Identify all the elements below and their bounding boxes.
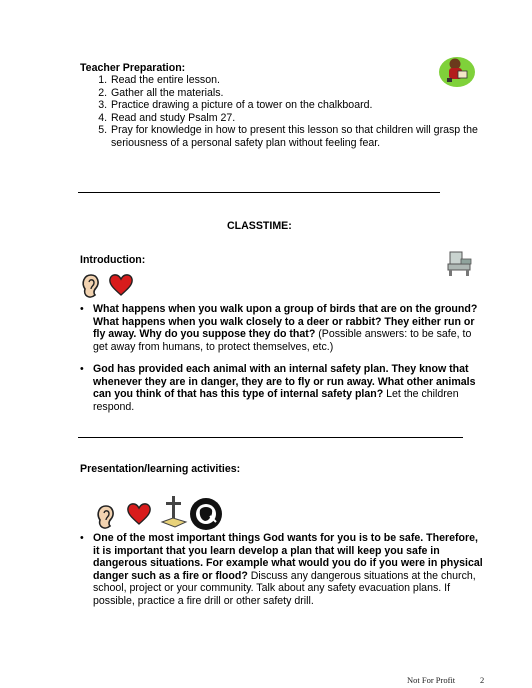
- list-item: 3. Practice drawing a picture of a tower on the chalkboard.: [110, 99, 490, 112]
- presentation-bullet-text: [93, 532, 483, 608]
- footer-label: Not For Profit: [407, 675, 456, 685]
- intro-bullet-text: [93, 303, 483, 353]
- bold-text: God has provided each animal with an internal safety plan. They know that whenever they are in danger, they are to fly or run away. What other animals can you think of that has this type of internal safety plan?: [93, 363, 476, 401]
- teacher-prep-list: [80, 74, 490, 150]
- list-item: [80, 363, 480, 413]
- praying-head-icon: [188, 496, 224, 532]
- list-item: 4. Read and study Psalm 27.: [110, 112, 490, 125]
- teacher-prep-heading: Teacher Preparation:: [80, 62, 186, 74]
- divider: [78, 437, 463, 438]
- list-item: 2. Gather all the materials.: [110, 87, 490, 100]
- heart-icon: [126, 502, 152, 526]
- list-item: [80, 532, 483, 612]
- introduction-heading: Introduction:: [80, 254, 146, 266]
- bold-text: One of the most important things God wants for you is to be safe. Therefore, it is important that you learn develop a plan that will keep you safe in dangerous situations. For example what would you do if you were in physical danger such as a fire or flood?: [93, 532, 483, 582]
- classtime-heading: CLASSTIME:: [227, 220, 292, 232]
- ear-icon: [79, 273, 101, 301]
- page-number: 2: [480, 675, 485, 685]
- normal-text: Let the children respond.: [93, 388, 459, 413]
- teacher-reading-icon: [438, 54, 476, 88]
- divider: [78, 192, 440, 193]
- bullet-glyph: •: [80, 363, 84, 375]
- bullet-glyph: •: [80, 532, 84, 544]
- normal-text: (Possible answers: to be safe, to get away from humans, to protect themselves, etc.): [93, 328, 472, 353]
- presentation-heading: Presentation/learning activities:: [80, 463, 241, 475]
- cross-bible-icon: [160, 494, 188, 530]
- list-item: [80, 303, 480, 363]
- bullet-glyph: •: [80, 303, 84, 315]
- ear-icon: [94, 504, 116, 532]
- list-item: 5. Pray for knowledge in how to present this lesson so that children will grasp the seriousness of a personal safety plan without feeling fear.: [110, 124, 490, 149]
- chair-icon: [444, 249, 476, 277]
- list-item: 1. Read the entire lesson.: [110, 74, 490, 87]
- heart-icon: [108, 273, 134, 297]
- normal-text: Discuss any dangerous situations at the church, school, project or your community. Talk about any safety evacuation plans. If possible, practice a fire drill or other safety drill.: [93, 569, 476, 607]
- intro-bullet-text: [93, 363, 483, 413]
- bold-text: What happens when you walk upon a group of birds that are on the ground? What happens when you walk closely to a deer or rabbit? They either run or fly away. Why do you suppose they do that?: [93, 303, 478, 341]
